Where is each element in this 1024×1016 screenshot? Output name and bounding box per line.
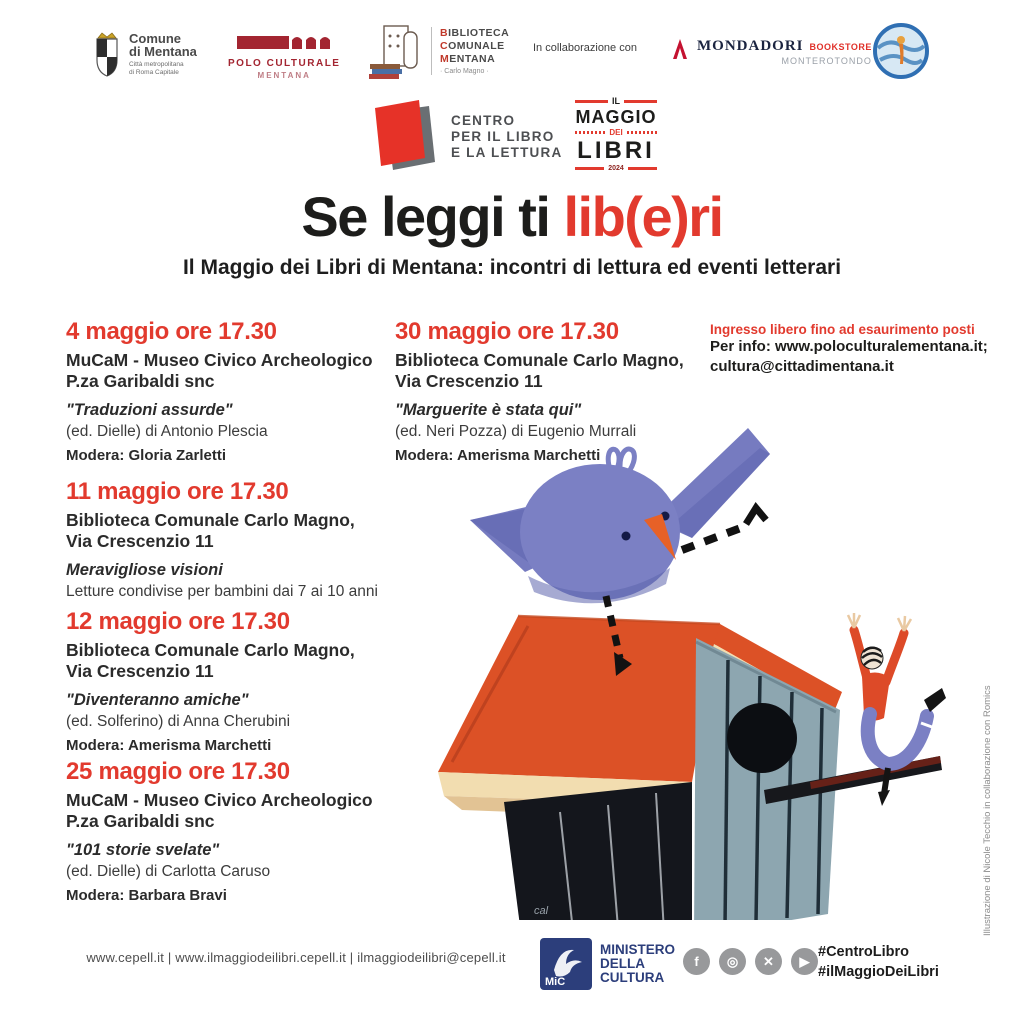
event-venue: Biblioteca Comunale Carlo Magno, Via Crescenzio 11 — [66, 640, 355, 681]
event-book-title: "Traduzioni assurde" — [66, 401, 233, 420]
mondadori-city: MONTEROTONDO — [781, 56, 872, 66]
event-moderator: Modera: Amerisma Marchetti — [395, 447, 601, 465]
event-venue: MuCaM - Museo Civico Archeologico P.za Garibaldi snc — [66, 790, 373, 831]
event-detail: (ed. Dielle) di Antonio Plescia — [66, 423, 268, 441]
mic-icon — [540, 938, 592, 990]
maggio-il: IL — [612, 96, 620, 106]
event-moderator: Modera: Barbara Bravi — [66, 887, 227, 905]
event-detail: (ed. Dielle) di Carlotta Caruso — [66, 863, 271, 881]
maggio-dei-libri-logo — [575, 96, 657, 172]
event-date: 25 maggio ore 17.30 — [66, 758, 290, 785]
event-date: 4 maggio ore 17.30 — [66, 318, 277, 345]
association-badge-icon — [872, 22, 930, 80]
biblioteca-name: BIBLIOTECA COMUNALE MENTANA — [440, 26, 510, 66]
comune-mentana-logo — [92, 30, 197, 78]
illustration-credit: Illustrazione di Nicole Tecchio in collaborazione con Romics — [982, 685, 993, 936]
polo-name: POLO CULTURALE — [228, 58, 341, 69]
event-book-title: "Diventeranno amiche" — [66, 691, 249, 710]
event-book-title: "101 storie svelate" — [66, 841, 220, 860]
info-email: cultura@cittadimentana.it — [710, 357, 894, 375]
mondadori-a-icon — [672, 38, 690, 60]
free-entry-text: Ingresso libero fino ad esaurimento posti — [710, 322, 975, 337]
info-website: Per info: www.poloculturalementana.it; — [710, 338, 988, 355]
event-venue: Biblioteca Comunale Carlo Magno, Via Crescenzio 11 — [395, 350, 684, 391]
association-logo — [872, 22, 930, 80]
page-title: Se leggi ti lib(e)ri — [301, 185, 723, 248]
hashtag-maggiodeilibri: #ilMaggioDeiLibri — [818, 963, 939, 980]
ministero-name: MINISTERO DELLA CULTURA — [600, 941, 676, 986]
maggio-dei: DEI — [609, 128, 623, 137]
footer-links: www.cepell.it | www.ilmaggiodeilibri.cepell.it | ilmaggiodeilibri@cepell.it — [86, 950, 506, 965]
polo-culturale-logo — [228, 30, 340, 80]
event-date: 30 maggio ore 17.30 — [395, 318, 619, 345]
maggio-libri: LIBRI — [577, 137, 655, 164]
centro-libro-logo — [373, 100, 562, 174]
centro-libro-name: CENTRO PER IL LIBRO E LA LETTURA — [451, 112, 563, 161]
collaboration-text: In collaborazione con — [533, 42, 637, 54]
maggio-word: MAGGIO — [575, 107, 657, 127]
event-moderator: Modera: Gloria Zarletti — [66, 447, 227, 465]
event-venue: MuCaM - Museo Civico Archeologico P.za Garibaldi snc — [66, 350, 373, 391]
event-book-title: Meravigliose visioni — [66, 561, 223, 580]
event-12-maggio — [66, 608, 396, 754]
info-box — [710, 322, 1005, 376]
event-date: 11 maggio ore 17.30 — [66, 478, 289, 505]
comune-subtitle: Città metropolitana di Roma Capitale — [129, 60, 184, 76]
comune-name: Comune di Mentana — [129, 30, 197, 60]
birdhouse-illustration — [430, 420, 960, 920]
event-11-maggio — [66, 478, 396, 601]
page-subtitle: Il Maggio dei Libri di Mentana: incontri di lettura ed eventi letterari — [182, 256, 842, 279]
event-4-maggio — [66, 318, 396, 464]
youtube-icon: ▶ — [791, 948, 818, 975]
event-detail: Letture condivise per bambini dai 7 ai 10 anni — [66, 583, 378, 601]
hashtag-centrolibro: #CentroLibro — [818, 944, 910, 960]
mondadori-logo — [672, 38, 872, 66]
maggio-year: 2024 — [608, 165, 624, 172]
mondadori-name: MONDADORI — [697, 38, 804, 54]
arches-icon — [229, 30, 339, 56]
event-book-title: "Marguerite è stata qui" — [395, 401, 582, 420]
library-building-icon — [368, 20, 424, 82]
open-book-icon — [373, 100, 439, 174]
biblioteca-logo — [368, 20, 509, 82]
x-icon: ✕ — [755, 948, 782, 975]
event-detail: (ed. Solferino) di Anna Cherubini — [66, 713, 291, 731]
event-detail: (ed. Neri Pozza) di Eugenio Murrali — [395, 423, 637, 441]
event-25-maggio — [66, 758, 396, 904]
ministero-cultura-logo — [540, 938, 675, 990]
social-icons — [683, 948, 818, 975]
event-moderator: Modera: Amerisma Marchetti — [66, 737, 272, 755]
svg-text:MiC: MiC — [545, 976, 566, 988]
event-date: 12 maggio ore 17.30 — [66, 608, 290, 635]
biblioteca-subtitle: · Carlo Magno · — [440, 68, 489, 76]
event-venue: Biblioteca Comunale Carlo Magno, Via Crescenzio 11 — [66, 510, 355, 551]
facebook-icon: f — [683, 948, 710, 975]
hashtags — [818, 943, 939, 982]
artist-signature: cal — [534, 905, 549, 917]
mondadori-store: BOOKSTORE — [809, 42, 872, 52]
comune-crest-icon — [92, 30, 122, 78]
polo-city: MENTANA — [257, 71, 311, 80]
instagram-icon: ◎ — [719, 948, 746, 975]
